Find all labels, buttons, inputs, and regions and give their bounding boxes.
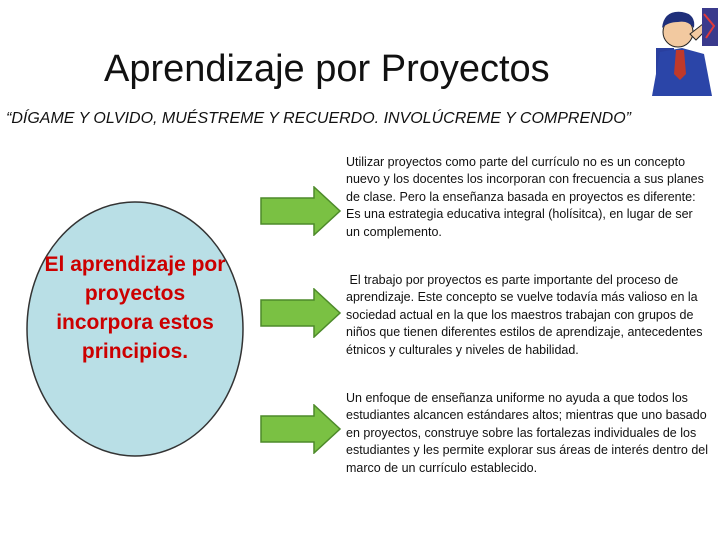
principles-circle-text: El aprendizaje por proyectos incorpora estos principios. (44, 253, 226, 363)
arrow-right-icon (260, 404, 342, 454)
arrow-right-icon (260, 186, 342, 236)
arrow-right-icon (260, 288, 342, 338)
paragraph-curriculum: Utilizar proyectos como parte del currículo no es un concepto nuevo y los docentes los incorporan con frecuencia a sus planes de clase. Pero la enseñanza basada en proyectos es diferente: Es una estrategia educativa integral (holísitca), en lugar de ser un complemento. (346, 155, 704, 239)
slide-title: Aprendizaje por Proyectos (104, 48, 550, 90)
paragraph-uniform-approach: Un enfoque de enseñanza uniforme no ayuda a que todos los estudiantes alcancen estándares altos; mientras que uno basado en proyectos, construye sobre las fortalezas individuales de los estudiantes y les permite explorar sus áreas de interés dentro del marco de un currículo establecido. (346, 391, 708, 475)
teacher-pointing-icon (646, 4, 722, 100)
paragraph-learning-process: El trabajo por proyectos es parte importante del proceso de aprendizaje. Este concepto se vuelve todavía más valioso en la sociedad actual en la que los maestros trabajan con grupos de niños que tienen diferentes estilos de aprendizaje, antecedentes étnicos y culturales y niveles de habilidad. (346, 273, 706, 357)
principles-circle (24, 198, 246, 460)
slide-quote: “DÍGAME Y OLVIDO, MUÉSTREME Y RECUERDO. INVOLÚCREME Y COMPRENDO” (6, 110, 632, 127)
